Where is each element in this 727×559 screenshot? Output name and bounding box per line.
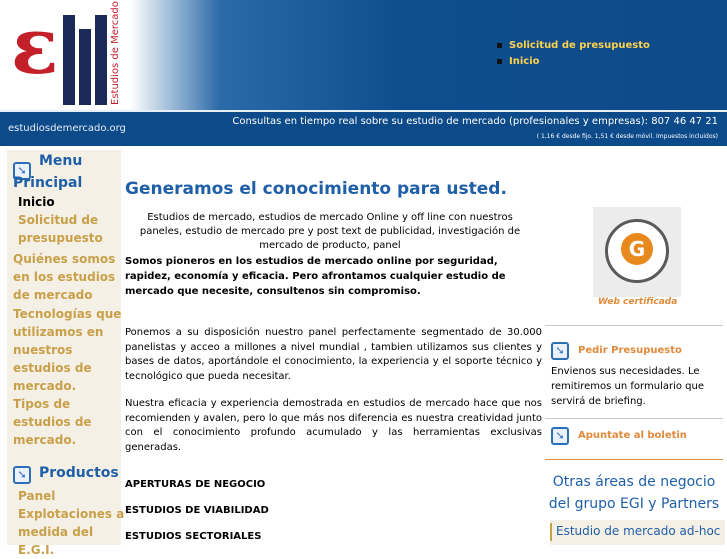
arrow-icon: ➘: [13, 162, 31, 180]
sidebar-item-presupuesto[interactable]: Solicitud de presupuesto: [18, 213, 103, 245]
pedir-description: Envienos sus necesidades. Le remitiremos un formulario que servirá de briefing.: [551, 366, 704, 407]
section-viabilidad[interactable]: ESTUDIOS DE VIABILIDAD: [125, 505, 269, 516]
section-aperturas[interactable]: APERTURAS DE NEGOCIO: [125, 479, 266, 490]
logo-letter: ε: [11, 1, 59, 92]
top-nav-item-presupuesto[interactable]: [497, 38, 650, 54]
intro-text: Estudios de mercado, estudios de mercado Online y off line con nuestros paneles, estudio de mercado pre y post text de publicidad, investigación de mercado de producto, panel: [139, 212, 521, 251]
arrow-icon: ➘: [13, 466, 31, 484]
estudio-adhoc-item[interactable]: [550, 520, 725, 545]
sidebar-item-quienes[interactable]: Quiénes somos en los estudios de mercado: [13, 252, 116, 302]
bullet-icon: [497, 59, 502, 64]
info-strip: [0, 110, 727, 146]
sidebar-item-panel[interactable]: Panel: [18, 489, 56, 503]
paragraph-panel: Ponemos a su disposición nuestro panel perfectamente segmentado de 30.000 panelistas y acceo a millones a nivel mundial , tambien utilizamos sus clientes y bases de datos, aportándole el conocimiento, la experiencia y el soporte técnico y tecnológico que pueda necesitar.: [125, 327, 542, 382]
site-header: [0, 0, 727, 115]
consult-phone-text: Consultas en tiempo real sobre su estudio de mercado (profesionales y empresas): 807 46 47 21: [232, 116, 718, 127]
site-logo[interactable]: [7, 1, 125, 108]
rates-text: ( 1,16 € desde fijo. 1,51 € desde móvil. Impuestos incluidos): [536, 133, 718, 140]
page-title: Generamos el conocimiento para usted.: [125, 179, 507, 199]
divider: [545, 459, 723, 460]
top-nav-label[interactable]: Solicitud de presupuesto: [509, 40, 650, 51]
section-sectoriales[interactable]: ESTUDIOS SECTORIALES: [125, 531, 262, 542]
site-name: estudiosdemercado.org: [8, 123, 126, 134]
sidebar-item-inicio[interactable]: Inicio: [18, 195, 55, 209]
menu-principal-title-2: Principal: [13, 175, 83, 191]
divider: [545, 418, 723, 419]
sidebar-item-explotaciones[interactable]: Explotaciones a medida del E.G.I.: [18, 507, 125, 557]
menu-principal-title-1: Menu: [39, 153, 83, 169]
top-nav-label[interactable]: Inicio: [509, 56, 540, 67]
certified-badge[interactable]: [593, 207, 681, 297]
bullet-icon: [497, 43, 502, 48]
top-nav: [497, 38, 650, 70]
paragraph-eficacia: Nuestra eficacia y experiencia demostrada en estudios de mercado hace que nos recomienden y avalen, pero lo que más nos diferencia es nuestra creatividad junto con el conocimiento profundo acumulado y las herramientas exclusivas generadas.: [125, 398, 542, 453]
productos-title: Productos: [39, 465, 119, 481]
otras-areas-heading: Otras áreas de negocio del grupo EGI y Partners: [548, 474, 720, 512]
item-marker: [550, 523, 552, 541]
badge-g-icon: G: [621, 233, 653, 265]
sidebar-item-tecnologias[interactable]: Tecnologías que utilizamos en nuestros estudios de mercado.: [13, 307, 122, 393]
boletin-link[interactable]: Apuntate al boletin: [578, 430, 687, 441]
arrow-icon: ➘: [551, 427, 569, 445]
logo-bar: [95, 15, 107, 105]
sidebar-item-tipos[interactable]: Tipos de estudios de mercado.: [13, 397, 92, 447]
sidebar: [7, 150, 125, 557]
pedir-presupuesto-link[interactable]: Pedir Presupuesto: [578, 345, 682, 356]
divider: [545, 325, 723, 326]
bold-text: Somos pioneros en los estudios de mercado online por seguridad, rapidez, economía y eficacia. Pero afrontamos cualquier estudio de mercado que necesite, consultenos sin compromiso.: [125, 256, 506, 297]
top-nav-item-inicio[interactable]: [497, 54, 650, 70]
logo-bar: [79, 29, 91, 105]
web-certificada-label: Web certificada: [598, 297, 678, 307]
logo-vertical-text: Estudios de Mercado: [110, 1, 121, 105]
logo-bar: [63, 15, 75, 105]
arrow-icon: ➘: [551, 342, 569, 360]
estudio-adhoc-link[interactable]: Estudio de mercado ad-hoc: [556, 524, 721, 538]
